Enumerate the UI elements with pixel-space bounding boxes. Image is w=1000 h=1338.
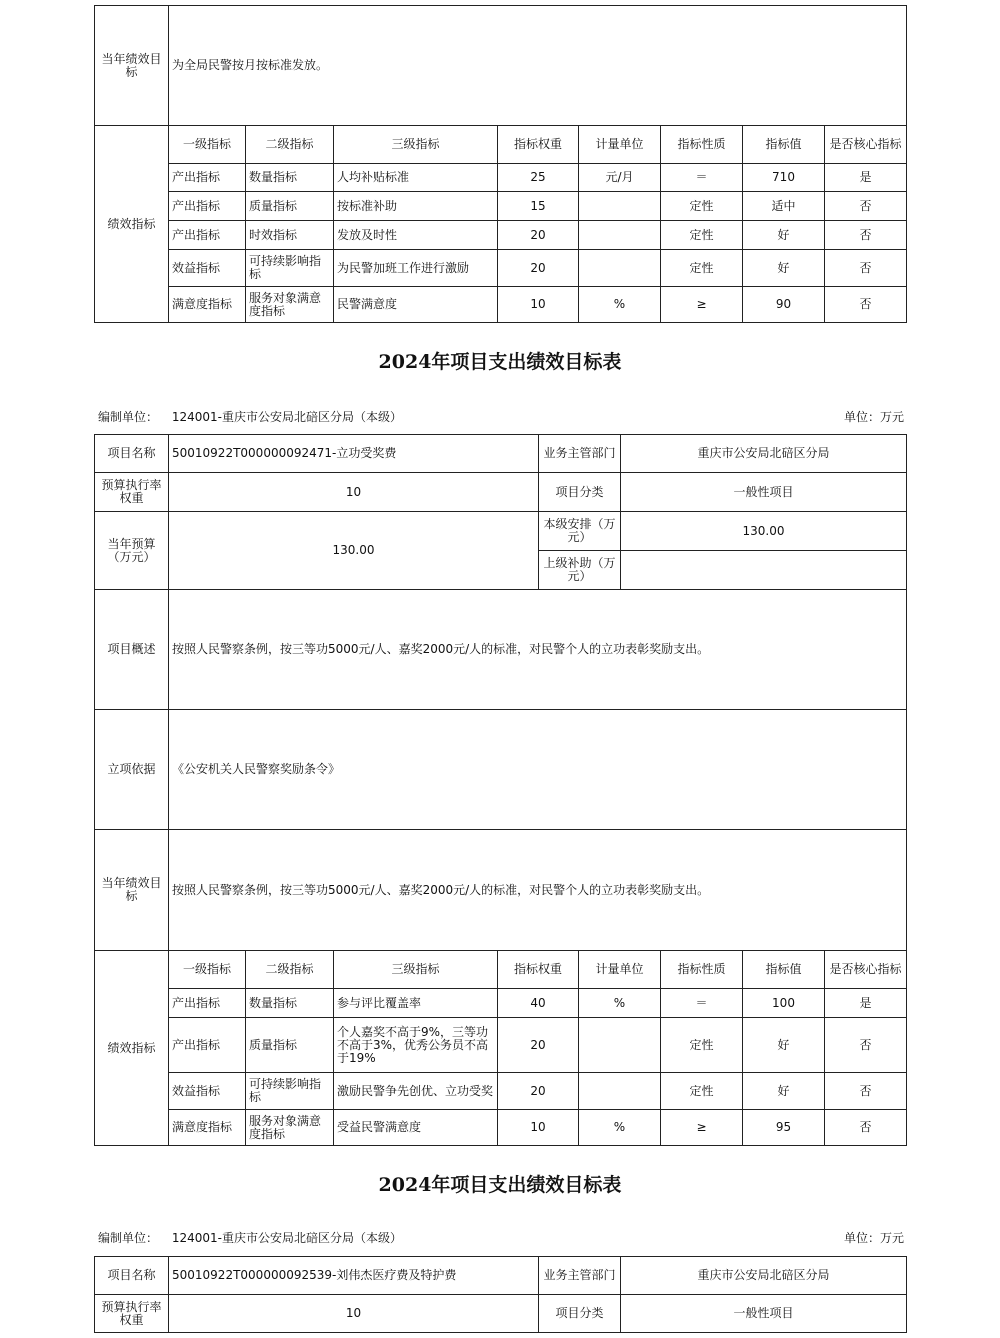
- cell-level3: 受益民警满意度: [334, 1110, 498, 1146]
- header-cell: 三级指标: [334, 951, 498, 989]
- table-row: [95, 221, 907, 250]
- cell-weight: 20: [498, 1018, 579, 1073]
- perf-label: 绩效指标: [95, 126, 169, 323]
- cell-nature: ＝: [661, 164, 743, 192]
- header-cell: 是否核心指标: [825, 126, 907, 164]
- unit-value: 124001-重庆市公安局北碚区分局（本级）: [171, 1231, 402, 1245]
- cell-level1: 满意度指标: [169, 1110, 246, 1146]
- cell-level1: 产出指标: [169, 164, 246, 192]
- project-name: 50010922T000000092471-立功受奖费: [169, 435, 539, 473]
- table-row: [95, 1110, 907, 1146]
- money-unit: 单位：万元: [843, 1231, 904, 1245]
- cell-weight: 20: [498, 221, 579, 250]
- header-cell: 计量单位: [579, 126, 661, 164]
- table-row: [95, 250, 907, 287]
- unit-label: 编制单位：: [98, 410, 159, 424]
- header-cell: 指标值: [743, 951, 825, 989]
- cell-nature: 定性: [661, 250, 743, 287]
- cell-value: 100: [743, 989, 825, 1018]
- cell-unit: [579, 250, 661, 287]
- page-title: 2024年项目支出绩效目标表: [378, 351, 622, 373]
- cell-nature: 定性: [661, 1073, 743, 1110]
- upper-label: 上级补助（万元）: [539, 551, 621, 590]
- project-name-label: 项目名称: [95, 1257, 169, 1295]
- cell-level1: 效益指标: [169, 1073, 246, 1110]
- cell-level1: 满意度指标: [169, 287, 246, 323]
- cell-level2: 数量指标: [246, 989, 334, 1018]
- cell-value: 95: [743, 1110, 825, 1146]
- cell-level3: 参与评比覆盖率: [334, 989, 498, 1018]
- cell-unit: [579, 1018, 661, 1073]
- cell-unit: 元/月: [579, 164, 661, 192]
- cell-level3: 发放及时性: [334, 221, 498, 250]
- perf-table-1: [94, 950, 907, 1146]
- project-name: 50010922T000000092539-刘伟杰医疗费及特护费: [169, 1257, 539, 1295]
- cell-weight: 20: [498, 250, 579, 287]
- info-table-2: [94, 1256, 907, 1333]
- cell-weight: 15: [498, 192, 579, 221]
- cell-unit: [579, 192, 661, 221]
- cell-level3: 激励民警争先创优、立功受奖: [334, 1073, 498, 1110]
- exec-rate-label: 预算执行率权重: [95, 1295, 169, 1333]
- cell-level2: 时效指标: [246, 221, 334, 250]
- cell-nature: ≥: [661, 1110, 743, 1146]
- unit-line: [98, 408, 904, 425]
- header-cell: 是否核心指标: [825, 951, 907, 989]
- cell-level1: 产出指标: [169, 192, 246, 221]
- cell-value: 好: [743, 221, 825, 250]
- dept-value: 重庆市公安局北碚区分局: [621, 435, 907, 473]
- cell-level2: 数量指标: [246, 164, 334, 192]
- page-title: 2024年项目支出绩效目标表: [378, 1174, 622, 1196]
- perf-table-0: [94, 5, 907, 323]
- perf-label: 绩效指标: [95, 951, 169, 1146]
- goal-text: 按照人民警察条例，按三等功5000元/人、嘉奖2000元/人的标准，对民警个人的立功表彰奖励支出。: [169, 830, 907, 951]
- cell-level2: 质量指标: [246, 192, 334, 221]
- cell-level2: 质量指标: [246, 1018, 334, 1073]
- cell-level3: 个人嘉奖不高于9%，三等功不高于3%，优秀公务员不高于19%: [334, 1018, 498, 1073]
- cell-level3: 按标准补助: [334, 192, 498, 221]
- header-cell: 指标性质: [661, 126, 743, 164]
- exec-rate-value: 10: [169, 1295, 539, 1333]
- cell-core: 否: [825, 1110, 907, 1146]
- table-row: [95, 192, 907, 221]
- dept-value: 重庆市公安局北碚区分局: [621, 1257, 907, 1295]
- cell-level1: 产出指标: [169, 1018, 246, 1073]
- goal-text: 为全局民警按月按标准发放。: [169, 6, 907, 126]
- cell-core: 否: [825, 1073, 907, 1110]
- cell-core: 否: [825, 250, 907, 287]
- cell-weight: 10: [498, 1110, 579, 1146]
- cell-level3: 民警满意度: [334, 287, 498, 323]
- cell-value: 好: [743, 1073, 825, 1110]
- category-value: 一般性项目: [621, 473, 907, 512]
- cell-unit: %: [579, 287, 661, 323]
- header-cell: 指标性质: [661, 951, 743, 989]
- header-cell: 一级指标: [169, 126, 246, 164]
- cell-weight: 40: [498, 989, 579, 1018]
- cell-value: 90: [743, 287, 825, 323]
- header-cell: 一级指标: [169, 951, 246, 989]
- cell-core: 是: [825, 989, 907, 1018]
- cell-level3: 人均补贴标准: [334, 164, 498, 192]
- cell-core: 否: [825, 1018, 907, 1073]
- budget-label: 当年预算（万元）: [95, 512, 169, 590]
- exec-rate-value: 10: [169, 473, 539, 512]
- header-cell: 三级指标: [334, 126, 498, 164]
- cell-weight: 20: [498, 1073, 579, 1110]
- goal-label: 当年绩效目标: [95, 830, 169, 951]
- category-label: 项目分类: [539, 1295, 621, 1333]
- cell-value: 适中: [743, 192, 825, 221]
- header-cell: 二级指标: [246, 126, 334, 164]
- cell-core: 否: [825, 287, 907, 323]
- money-unit: 单位：万元: [843, 410, 904, 424]
- cell-weight: 10: [498, 287, 579, 323]
- cell-value: 好: [743, 250, 825, 287]
- cell-level2: 服务对象满意度指标: [246, 1110, 334, 1146]
- cell-core: 否: [825, 221, 907, 250]
- cell-unit: [579, 221, 661, 250]
- dept-label: 业务主管部门: [539, 1257, 621, 1295]
- cell-nature: ＝: [661, 989, 743, 1018]
- unit-line: [98, 1229, 904, 1246]
- cell-unit: %: [579, 1110, 661, 1146]
- header-cell: 指标值: [743, 126, 825, 164]
- header-cell: 指标权重: [498, 126, 579, 164]
- cell-core: 是: [825, 164, 907, 192]
- unit-label: 编制单位：: [98, 1231, 159, 1245]
- cell-level2: 可持续影响指标: [246, 1073, 334, 1110]
- budget-value: 130.00: [169, 512, 539, 590]
- table-row: [95, 287, 907, 323]
- cell-nature: 定性: [661, 1018, 743, 1073]
- cell-level2: 服务对象满意度指标: [246, 287, 334, 323]
- category-value: 一般性项目: [621, 1295, 907, 1333]
- table-row: [95, 164, 907, 192]
- category-label: 项目分类: [539, 473, 621, 512]
- basis-label: 立项依据: [95, 710, 169, 830]
- basis-text: 《公安机关人民警察奖励条令》: [169, 710, 907, 830]
- cell-nature: 定性: [661, 192, 743, 221]
- local-label: 本级安排（万元）: [539, 512, 621, 551]
- cell-nature: 定性: [661, 221, 743, 250]
- cell-level1: 产出指标: [169, 989, 246, 1018]
- cell-level2: 可持续影响指标: [246, 250, 334, 287]
- local-value: 130.00: [621, 512, 907, 551]
- table-row: [95, 1018, 907, 1073]
- unit-value: 124001-重庆市公安局北碚区分局（本级）: [171, 410, 402, 424]
- cell-nature: ≥: [661, 287, 743, 323]
- cell-level3: 为民警加班工作进行激励: [334, 250, 498, 287]
- cell-weight: 25: [498, 164, 579, 192]
- cell-level1: 产出指标: [169, 221, 246, 250]
- project-name-label: 项目名称: [95, 435, 169, 473]
- header-cell: 计量单位: [579, 951, 661, 989]
- table-row: [95, 1073, 907, 1110]
- cell-unit: %: [579, 989, 661, 1018]
- exec-rate-label: 预算执行率权重: [95, 473, 169, 512]
- cell-level1: 效益指标: [169, 250, 246, 287]
- table-row: [95, 989, 907, 1018]
- cell-value: 710: [743, 164, 825, 192]
- header-cell: 指标权重: [498, 951, 579, 989]
- upper-value: [621, 551, 907, 590]
- dept-label: 业务主管部门: [539, 435, 621, 473]
- cell-unit: [579, 1073, 661, 1110]
- overview-text: 按照人民警察条例，按三等功5000元/人、嘉奖2000元/人的标准，对民警个人的立功表彰奖励支出。: [169, 590, 907, 710]
- header-cell: 二级指标: [246, 951, 334, 989]
- goal-label: 当年绩效目标: [95, 6, 169, 126]
- overview-label: 项目概述: [95, 590, 169, 710]
- cell-core: 否: [825, 192, 907, 221]
- cell-value: 好: [743, 1018, 825, 1073]
- info-table-1: [94, 434, 907, 951]
